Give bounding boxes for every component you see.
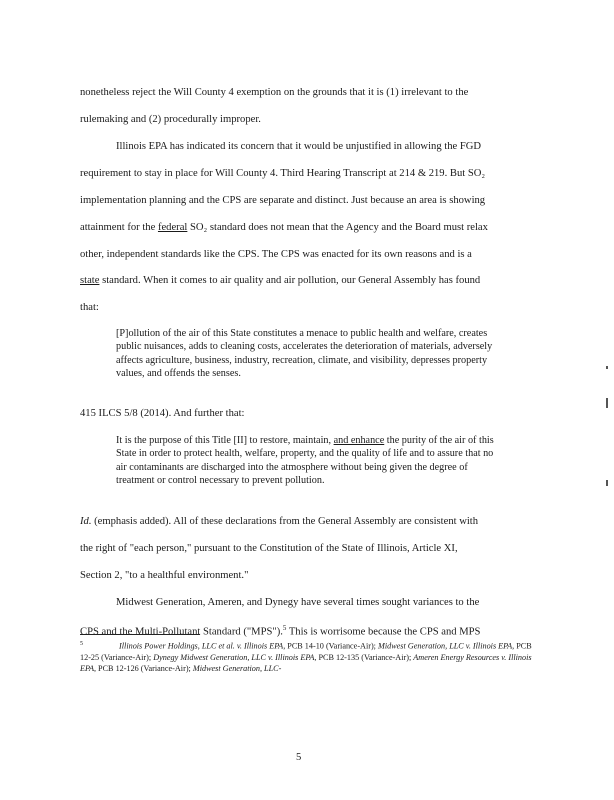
- quote-text: [116, 434, 496, 488]
- text-run: , PCB 12-25 (Variance-Air);: [80, 641, 532, 662]
- paragraph-line: nonetheless reject the Will County 4 exemption on the grounds that it is (1) irrelevant to the: [80, 87, 469, 98]
- footnote-divider: [80, 634, 200, 635]
- underlined-word-state: state: [80, 275, 100, 286]
- text-run: , PCB 14-10 (Variance-Air);: [283, 641, 379, 651]
- scan-speck: [606, 366, 608, 369]
- scan-speck: [606, 398, 608, 408]
- text-run: SO₂ standard does not mean that the Agency and the Board must relax: [187, 222, 488, 233]
- case-name: Midwest Generation, LLC-: [192, 663, 282, 673]
- footnote: [80, 639, 535, 674]
- paragraph-line: [80, 515, 530, 528]
- text-run: attainment for the: [80, 222, 158, 233]
- block-quote-1: [116, 327, 496, 381]
- case-name: Dynegy Midwest Generation, LLC v. Illinois EPA: [153, 652, 315, 662]
- block-quote-2: [116, 434, 496, 488]
- text-run: , PCB 12-126 (Variance-Air);: [93, 663, 193, 673]
- paragraph-line: the right of "each person," pursuant to the Constitution of the State of Illinois, Article XI,: [80, 543, 458, 554]
- text-run: standard. When it comes to air quality and air pollution, our General Assembly has found: [99, 275, 481, 286]
- footnote-mark: 5: [80, 641, 83, 647]
- paragraph-line: implementation planning and the CPS are separate and distinct. Just because an area is showing: [80, 195, 486, 206]
- underlined-word-federal: federal: [157, 222, 188, 233]
- text-run: CPS and the Multi-Pollutant Standard ("MPS").: [80, 626, 283, 638]
- text-run: the purity of the air of this State in order to protect health, welfare, property, and the quality of life and to assure that no air contaminants are discharged into the atmosphere without being given the degree of treatment or control necessary to prevent pollution.: [116, 435, 494, 487]
- paragraph-line: Section 2, "to a healthful environment.": [80, 570, 249, 581]
- paragraph-line: that:: [80, 302, 99, 313]
- case-name: Illinois Power Holdings, LLC et al. v. Illinois EPA: [119, 641, 284, 651]
- footnote-reference: 5: [282, 624, 287, 632]
- text-run: It is the purpose of this Title [II] to restore, maintain,: [116, 435, 334, 446]
- page-number: 5: [296, 752, 302, 763]
- paragraph-line: Illinois EPA has indicated its concern that it would be unjustified in allowing the FGD: [116, 141, 482, 152]
- paragraph-line: [80, 274, 530, 287]
- quote-text: [P]ollution of the air of this State constitutes a menace to public health and welfare, creates public nuisances, adds to cleaning costs, accelerates the deterioration of materials, adversely affects agriculture, business, industry, recreation, climate, and visibility, depresses property values, and offends the senses.: [116, 328, 493, 380]
- case-name: Midwest Generation, LLC v. Illinois EPA: [378, 641, 513, 651]
- paragraph-line: rulemaking and (2) procedurally improper.: [80, 114, 261, 125]
- scan-speck: [606, 480, 608, 486]
- paragraph-line: requirement to stay in place for Will County 4. Third Hearing Transcript at 214 & 219. But SO₂: [80, 168, 486, 179]
- paragraph-line: [80, 221, 530, 234]
- underlined-emphasis: and enhance: [333, 435, 385, 446]
- case-name: Ameren Energy Resources v. Illinois EPA: [80, 652, 532, 673]
- text-run: This is worrisome because the CPS and MPS: [286, 626, 481, 638]
- citation-line: 415 ILCS 5/8 (2014). And further that:: [80, 408, 245, 419]
- id-citation: Id.: [80, 516, 92, 527]
- paragraph-line: other, independent standards like the CPS. The CPS was enacted for its own reasons and is a: [80, 249, 472, 260]
- paragraph-line: Midwest Generation, Ameren, and Dynegy have several times sought variances to the: [116, 597, 480, 608]
- text-run: , PCB 12-135 (Variance-Air);: [314, 652, 414, 662]
- paragraph-line: [80, 622, 530, 639]
- text-run: (emphasis added). All of these declarations from the General Assembly are consistent with: [91, 516, 479, 527]
